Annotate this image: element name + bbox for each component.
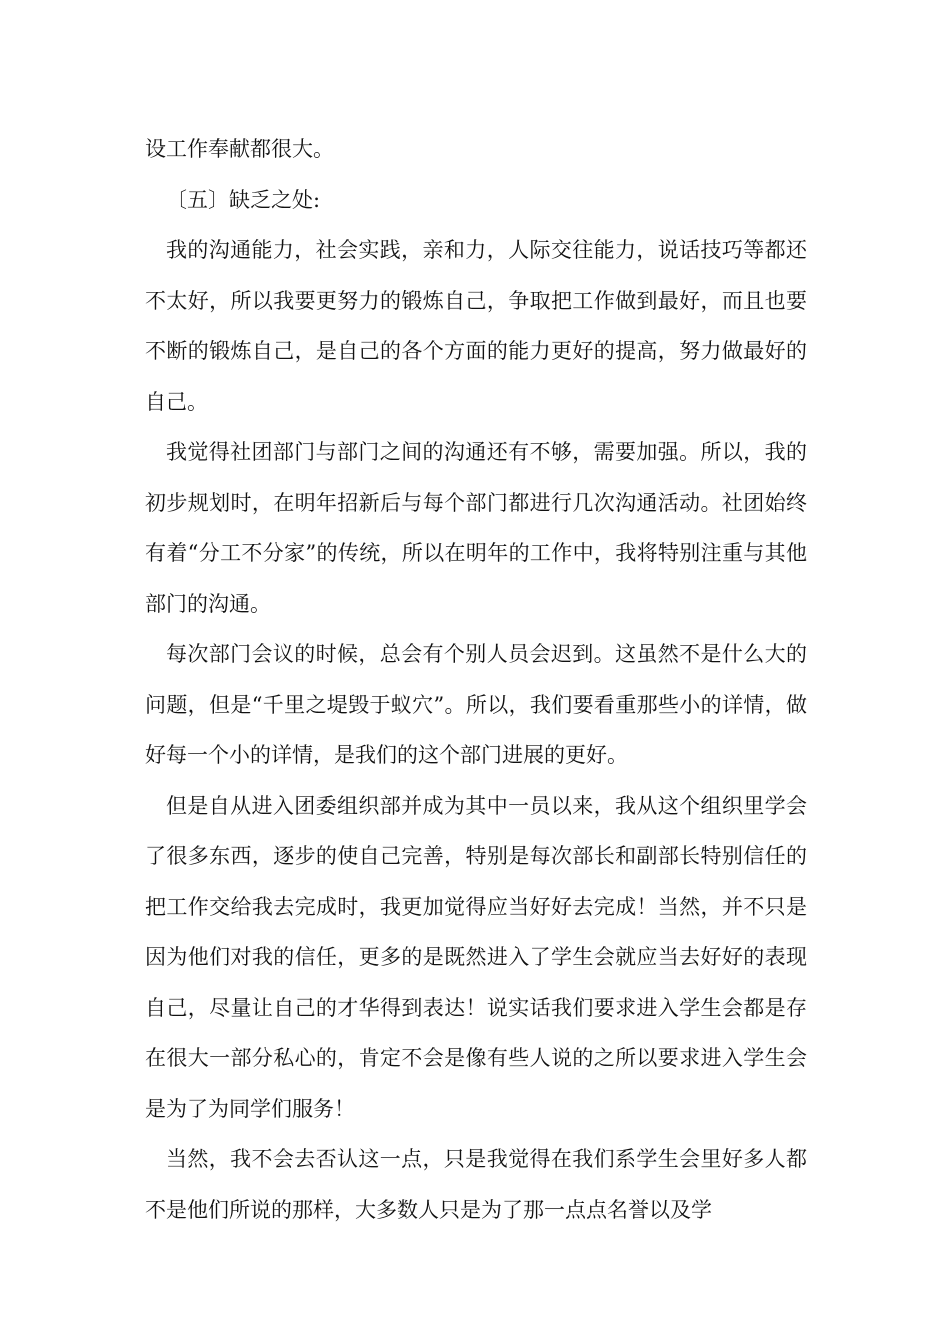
paragraph-meeting-lateness: 每次部门会议的时候，总会有个别人员会迟到。这虽然不是什么大的问题，但是“千里之堤毁于蚁穴”。所以，我们要看重那些小的详情，做好每一个小的详情，是我们的这个部门进展的更好。 <box>145 642 807 767</box>
paragraph-continuation: 设工作奉献都很大。 <box>145 137 334 161</box>
paragraph-student-union: 当然，我不会去否认这一点，只是我觉得在我们系学生会里好多人都不是他们所说的那样，大多数人只是为了那一点点名誉以及学 <box>145 1147 807 1222</box>
paragraph-department-communication: 我觉得社团部门与部门之间的沟通还有不够，需要加强。所以，我的初步规划时，在明年招新后与每个部门都进行几次沟通活动。社团始终有着“分工不分家”的传统，所以在明年的工作中，我将特别注重与其他部门的沟通。 <box>145 440 807 616</box>
paragraph-communication-skills: 我的沟通能力，社会实践，亲和力，人际交往能力，说话技巧等都还不太好，所以我要更努力的锻炼自己，争取把工作做到最好，而且也要不断的锻炼自己，是自己的各个方面的能力更好的提高，努力做最好的自己。 <box>145 238 807 414</box>
paragraph-joining-organization: 但是自从进入团委组织部并成为其中一员以来，我从这个组织里学会了很多东西，逐步的使自己完善，特别是每次部长和副部长特别信任的把工作交给我去完成时，我更加觉得应当好好去完成！当然，并不只是因为他们对我的信任，更多的是既然进入了学生会就应当去好好的表现自己，尽量让自己的才华得到表达！说实话我们要求进入学生会都是存在很大一部分私心的，肯定不会是像有些人说的之所以要求进入学生会是为了为同学们服务！ <box>145 793 807 1121</box>
document-body <box>145 124 807 1235</box>
section-heading-shortcomings: 〔五〕缺乏之处: <box>166 187 321 212</box>
